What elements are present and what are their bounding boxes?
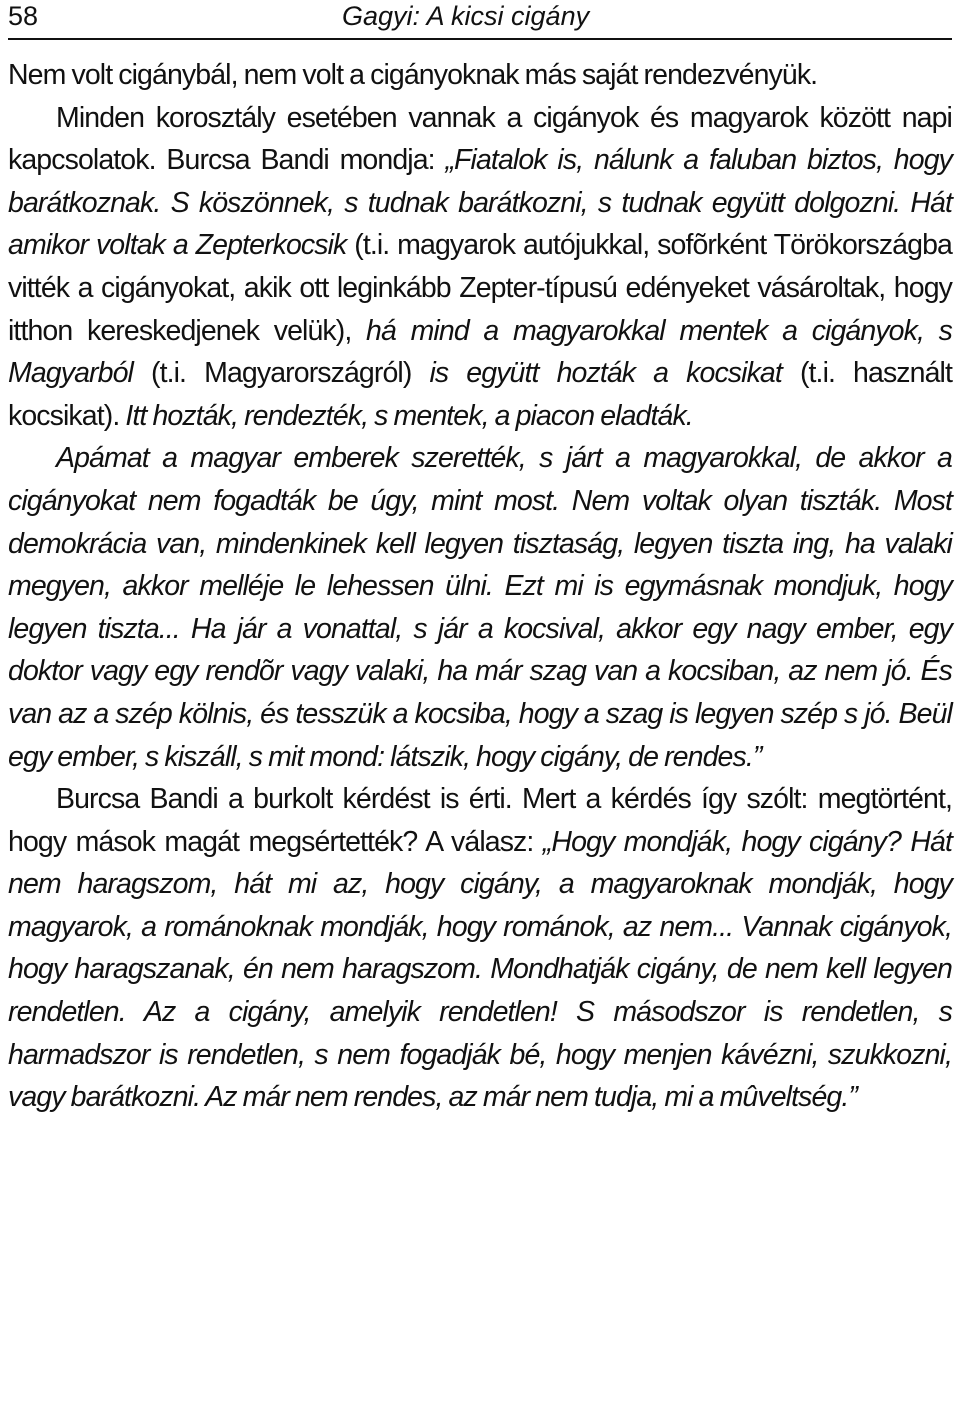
text-run: há mind a magyarokkal mentek a cigányok, s Magyarból [8, 314, 953, 390]
text-run: Apámat a magyar emberek szerették, s járt a magyarokkal, de akkor a cigányokat nem fogadták be úgy, mint most. Nem voltak olyan tiszták. Most demokrácia van, mindenkinek kell legyen tisztaság, legyen tiszta ing, ha valaki megyen, akkor melléje le lehessen ülni. Ezt mi is egymásnak mondjuk, hogy legyen tiszta... Ha jár a vonattal, s jár a kocsival, akkor egy nagy ember, egy doktor vagy egy rendõr vagy valaki, ha már szag van a kocsiban, az nem jó. És van az a szép kölnis, és tesszük a kocsiba, hogy a szag is legyen szép s jó. Beül egy ember, s kiszáll, s mit mond: látszik, hogy cigány, de rendes.” [8, 442, 952, 773]
paragraph [8, 54, 952, 97]
text-run: „Hogy mondják, hogy cigány? Hát nem haragszom, hát mi az, hogy cigány, a magyaroknak mondják, hogy magyarok, a románoknak mondják, hogy románok, az nem... Vannak cigányok, hogy haragszanak, én nem haragszom. Mondhatják cigány, de nem kell legyen rendetlen. Az a cigány, amelyik rendetlen! S másodszor is rendetlen, s harmadszor is rendetlen, s nem fogadják bé, hogy menjen kávézni, szukkozni, vagy barátkozni. Az már nem rendes, az már nem tudja, mi a mûveltség.” [8, 825, 953, 1114]
text-run: (t.i. Magyarországról) [151, 357, 430, 390]
page-number: 58 [8, 1, 39, 31]
text-run: „Fiatalok is, nálunk a faluban biztos, hogy barátkoznak. S köszönnek, s tudnak barátkozni, s tudnak együtt dolgozni. Hát amikor voltak a Zepterkocsik [8, 144, 952, 262]
text-run: Burcsa Bandi a burkolt kérdést is érti. Mert a kérdés így szólt: megtörtént, hogy mások magát megsértették? A válasz: [8, 783, 952, 858]
text-run: (t.i. használt kocsikat). [8, 357, 952, 432]
text-run: Minden korosztály esetében vannak a cigányok és magyarok között napi kapcsolatok. Burcsa Bandi mondja: [8, 101, 952, 177]
paragraph [8, 97, 952, 438]
text-run: Itt hozták, rendezték, s mentek, a piacon eladták. [125, 399, 693, 432]
paragraph [8, 778, 952, 1119]
document-page [8, 0, 952, 1119]
text-run: (t.i. magyarok autójukkal, sofõrként Törökországba vitték a cigányokat, akik ott leginkább Zepter-típusú edényeket vásároltak, hogy itthon kereskedjenek velük), [8, 229, 952, 347]
paragraph [8, 437, 952, 778]
page-header [8, 0, 952, 40]
text-run: Nem volt cigánybál, nem volt a cigányoknak más saját rendezvényük. [8, 59, 818, 91]
running-title: Gagyi: A kicsi cigány [342, 1, 590, 31]
body-text [8, 54, 952, 1119]
text-run: is együtt hozták a kocsikat [429, 357, 800, 390]
